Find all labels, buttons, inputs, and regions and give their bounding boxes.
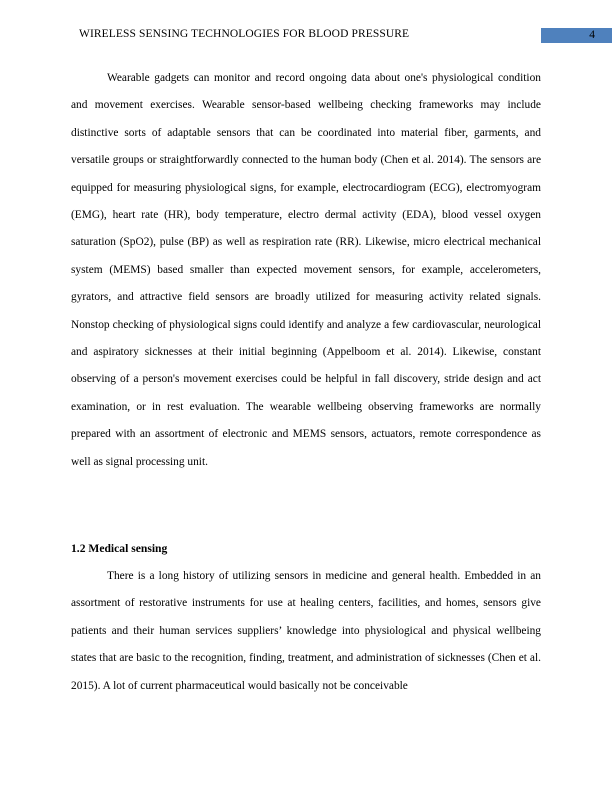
body-paragraph-2: There is a long history of utilizing sensors in medicine and general health. Embedded in an assortment of restorative instruments for use at healing centers, facilities, and homes, sensors give patients and their human services suppliers’ knowledge into physiological and physical wellbeing states that are basic to the recognition, finding, treatment, and administration of sicknesses (Chen et al. 2015). A lot of current pharmaceutical would basically not be conceivable: [71, 570, 541, 692]
section-heading: 1.2 Medical sensing: [71, 542, 168, 555]
page-number: 4: [589, 29, 595, 41]
page-number-box: [541, 28, 612, 43]
body-paragraph-1: Wearable gadgets can monitor and record ongoing data about one's physiological condition and movement exercises. Wearable sensor-based wellbeing checking frameworks may include distinctive sorts of adaptable sensors that can be coordinated into material fiber, garments, and versatile groups or straightforwardly connected to the human body (Chen et al. 2014). The sensors are equipped for measuring physiological signs, for example, electrocardiogram (ECG), electromyogram (EMG), heart rate (HR), body temperature, electro dermal activity (EDA), blood vessel oxygen saturation (SpO2), pulse (BP) as well as respiration rate (RR). Likewise, micro electrical mechanical system (MEMS) based smaller than expected movement sensors, for example, accelerometers, gyrators, and attractive field sensors are broadly utilized for measuring activity related signals. Nonstop checking of physiological signs could identify and analyze a few cardiovascular, neurological and aspiratory sicknesses at their initial beginning (Appelboom et al. 2014). Likewise, constant observing of a person's movement exercises could be helpful in fall discovery, stride design and act examination, or in rest evaluation. The wearable wellbeing observing frameworks are normally prepared with an assortment of electronic and MEMS sensors, actuators, remote correspondence as well as signal processing unit.: [71, 72, 541, 468]
running-head: WIRELESS SENSING TECHNOLOGIES FOR BLOOD PRESSURE: [79, 28, 410, 40]
